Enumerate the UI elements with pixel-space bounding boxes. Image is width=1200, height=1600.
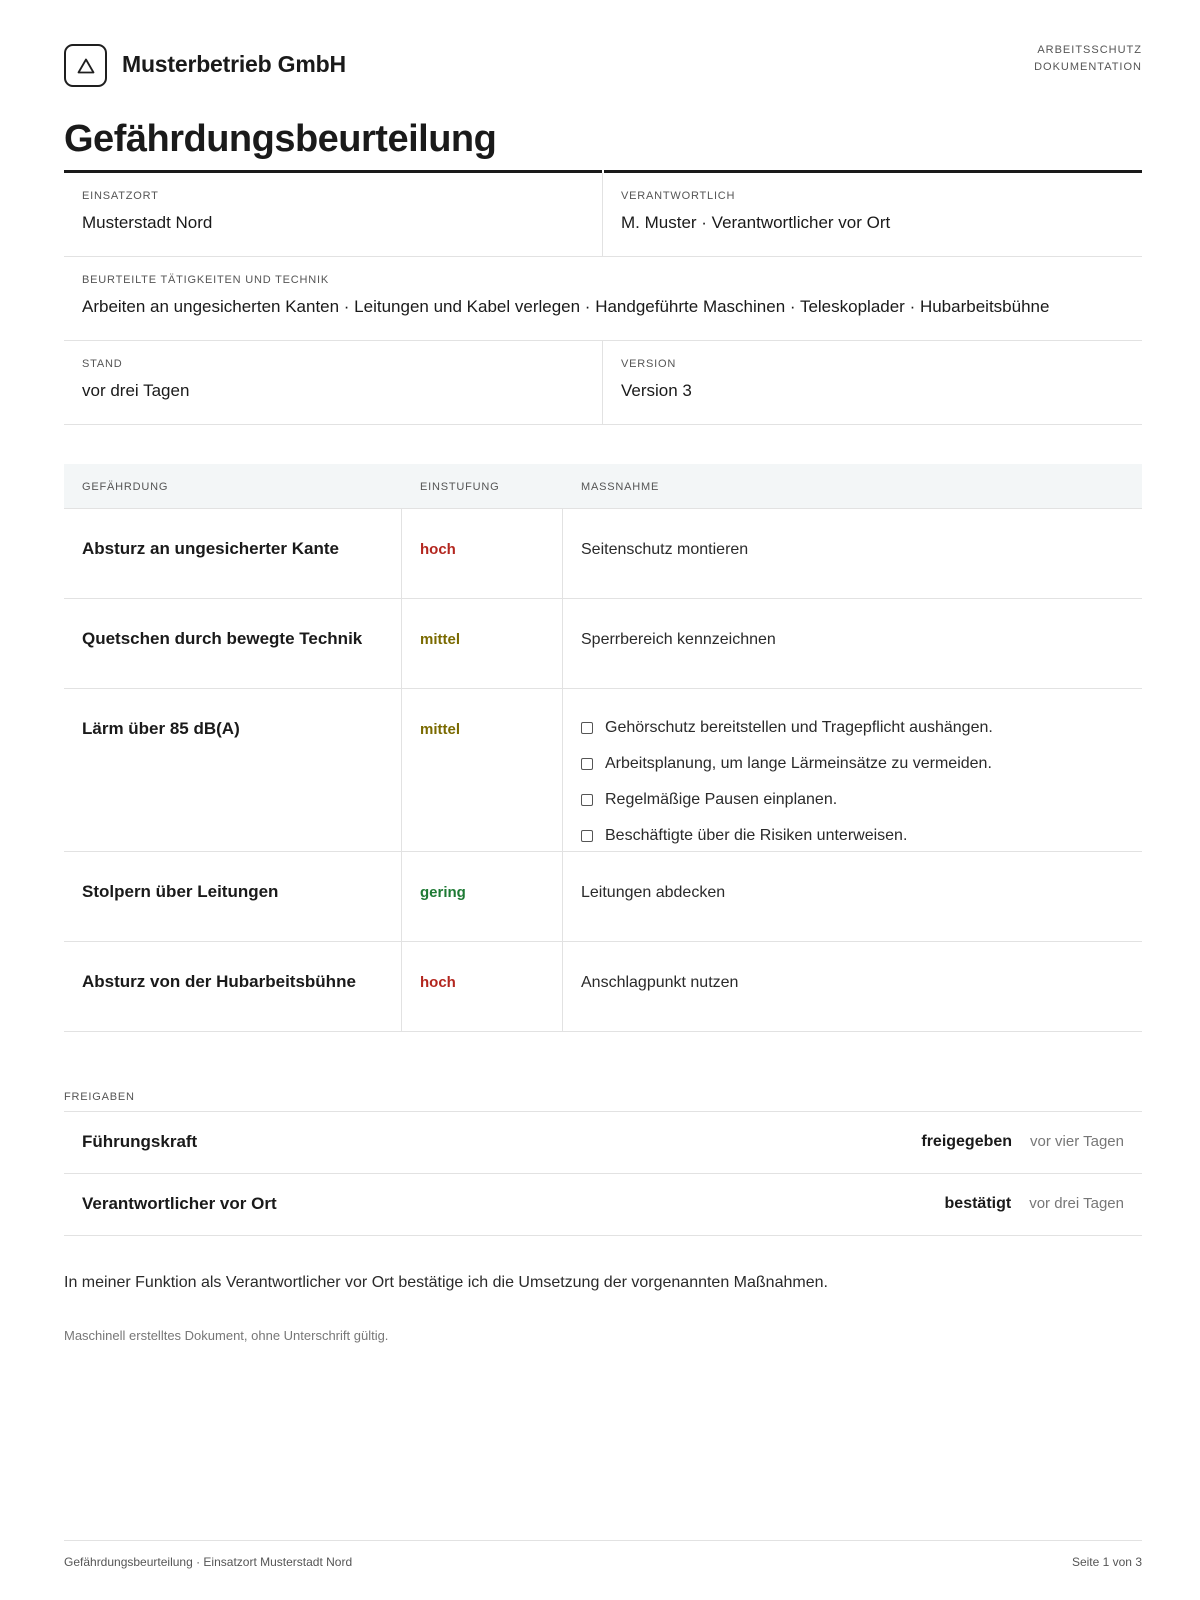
measure-cell [563, 942, 1142, 1031]
hazard-name: Quetschen durch bewegte Technik [82, 629, 363, 648]
approval-role: Führungskraft [82, 1132, 198, 1151]
page-footer [64, 1540, 1142, 1569]
measure-text: Leitungen abdecken [581, 884, 726, 901]
level-cell [402, 852, 563, 941]
taetigkeiten-value: Arbeiten an ungesicherten Kanten · Leitungen und Kabel verlegen · Handgeführte Maschinen · Teleskoplader · Hubarbeitsbühne [82, 297, 1050, 316]
measure-text: Seitenschutz montieren [581, 541, 749, 558]
hazard-name: Absturz an ungesicherter Kante [82, 539, 339, 558]
hazard-name: Absturz von der Hubarbeitsbühne [82, 972, 356, 991]
document-category-line2: DOKUMENTATION [1034, 61, 1142, 73]
page-number: Seite 1 von 3 [1071, 1555, 1142, 1569]
stand-cell [64, 341, 603, 425]
risk-level: mittel [420, 721, 461, 738]
approval-row [64, 1174, 1142, 1236]
table-row [64, 689, 1142, 852]
approval-status: freigegeben [921, 1133, 1013, 1150]
table-row [64, 942, 1142, 1032]
taetigkeiten-label: BEURTEILTE TÄTIGKEITEN UND TECHNIK [82, 274, 330, 286]
table-row [64, 509, 1142, 599]
measure-cell [563, 509, 1142, 598]
risk-level: hoch [420, 541, 456, 558]
verantwortlich-value: M. Muster · Verantwortlicher vor Ort [621, 213, 891, 232]
footer-document-info: Gefährdungsbeurteilung · Einsatzort Musterstadt Nord [64, 1555, 353, 1569]
hazard-cell [64, 689, 402, 851]
hazard-cell [64, 599, 402, 688]
approval-time: vor vier Tagen [1030, 1133, 1124, 1150]
level-cell [402, 599, 563, 688]
einsatzort-cell [64, 173, 603, 257]
approval-status-group [921, 1133, 1124, 1151]
document-category-line1: ARBEITSSCHUTZ [1037, 44, 1142, 56]
checklist-item-label: Beschäftigte über die Risiken unterweisen. [605, 827, 908, 844]
info-row [64, 341, 1142, 425]
measure-checklist [581, 719, 993, 863]
checklist-item [581, 791, 993, 827]
risk-level: hoch [420, 974, 456, 991]
checkbox[interactable] [581, 758, 593, 770]
level-cell [402, 509, 563, 598]
measure-cell [563, 852, 1142, 941]
level-cell [402, 689, 563, 851]
column-header-gefaehrdung: GEFÄHRDUNG [82, 481, 169, 493]
measure-text: Sperrbereich kennzeichnen [581, 631, 776, 648]
approval-status: bestätigt [944, 1195, 1012, 1212]
approvals-label: FREIGABEN [64, 1091, 135, 1103]
page-title: Gefährdungsbeurteilung [64, 118, 497, 160]
hazard-name: Lärm über 85 dB(A) [82, 719, 240, 738]
table-row [64, 852, 1142, 942]
stand-label: STAND [82, 358, 123, 370]
version-cell [603, 341, 1142, 425]
info-grid [64, 173, 1142, 425]
document-header [64, 44, 1142, 88]
hazard-cell [64, 509, 402, 598]
column-header-einstufung: EINSTUFUNG [420, 481, 500, 493]
validity-note: Maschinell erstelltes Dokument, ohne Unterschrift gültig. [64, 1328, 389, 1343]
company-name: Musterbetrieb GmbH [122, 51, 346, 77]
approval-role: Verantwortlicher vor Ort [82, 1194, 277, 1213]
checklist-item-label: Arbeitsplanung, um lange Lärmeinsätze zu vermeiden. [605, 755, 992, 772]
version-label: VERSION [621, 358, 677, 370]
document-category [1034, 42, 1142, 76]
measure-cell [563, 599, 1142, 688]
level-cell [402, 942, 563, 1031]
approval-row [64, 1112, 1142, 1174]
einsatzort-value: Musterstadt Nord [82, 213, 213, 232]
verantwortlich-label: VERANTWORTLICH [621, 190, 736, 202]
checklist-item [581, 755, 993, 791]
risk-level: mittel [420, 631, 461, 648]
info-row [64, 257, 1142, 341]
checklist-item-label: Gehörschutz bereitstellen und Tragepflicht aushängen. [605, 719, 993, 736]
stand-value: vor drei Tagen [82, 381, 190, 400]
checkbox[interactable] [581, 722, 593, 734]
table-header [64, 464, 1142, 509]
warning-triangle-icon [64, 44, 107, 87]
hazard-cell [64, 942, 402, 1031]
version-value: Version 3 [621, 381, 692, 400]
checkbox[interactable] [581, 830, 593, 842]
info-row [64, 173, 1142, 257]
confirmation-statement: In meiner Funktion als Verantwortlicher vor Ort bestätige ich die Umsetzung der vorgenannten Maßnahmen. [64, 1274, 828, 1291]
verantwortlich-cell [603, 173, 1142, 257]
hazard-table [64, 464, 1142, 1032]
measure-text: Anschlagpunkt nutzen [581, 974, 739, 991]
einsatzort-label: EINSATZORT [82, 190, 159, 202]
hazard-cell [64, 852, 402, 941]
hazard-name: Stolpern über Leitungen [82, 882, 279, 901]
taetigkeiten-cell [64, 257, 1142, 341]
table-row [64, 599, 1142, 689]
measure-cell [563, 689, 1142, 851]
checklist-item [581, 719, 993, 755]
checkbox[interactable] [581, 794, 593, 806]
risk-level: gering [420, 884, 466, 901]
approval-time: vor drei Tagen [1029, 1195, 1124, 1212]
approvals-list [64, 1111, 1142, 1236]
column-header-massnahme: MASSNAHME [581, 481, 660, 493]
approval-status-group [945, 1195, 1124, 1213]
checklist-item-label: Regelmäßige Pausen einplanen. [605, 791, 838, 808]
